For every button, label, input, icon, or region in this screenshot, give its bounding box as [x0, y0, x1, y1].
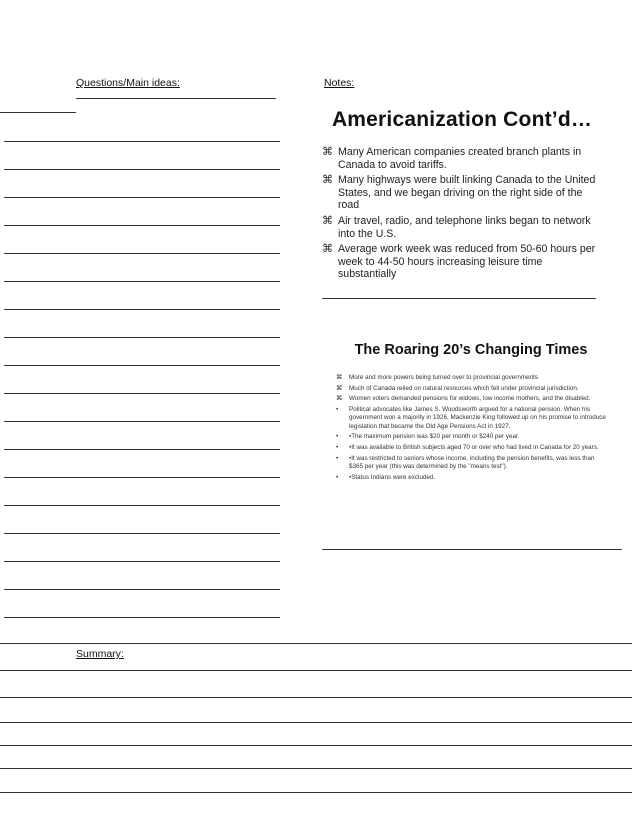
- bullet-dot-icon: •: [336, 454, 339, 462]
- notes-header: Notes:: [324, 77, 355, 89]
- question-line: [4, 421, 280, 422]
- question-line: [4, 169, 280, 170]
- slide-title: The Roaring 20’s Changing Times: [354, 342, 588, 358]
- slide-bullet: [336, 395, 606, 403]
- bullet-text: Political advocates like James S. Woodsworth argued for a national pension. When his government won a majority in 1926, Mackenzie King followed up on his promise to introduce legislation that became the Old Age Pensions Act in 1927.: [349, 406, 606, 430]
- slide-bullet: [322, 215, 602, 240]
- summary-header: Summary:: [76, 648, 124, 660]
- summary-line: [0, 792, 632, 793]
- summary-line: [0, 643, 632, 644]
- question-line: [4, 393, 280, 394]
- slide-bullet: [336, 433, 606, 441]
- question-line: [4, 505, 280, 506]
- question-line: [4, 141, 280, 142]
- bullet-text: •The maximum pension was $20 per month or $240 per year.: [349, 433, 520, 441]
- slide-bullet: [336, 385, 606, 393]
- question-line: [4, 225, 280, 226]
- bullet-text: Much of Canada relied on natural resources which fell under provincial jurisdiction.: [349, 384, 579, 392]
- slide-roaring-20s: [336, 342, 606, 484]
- bullet-dot-icon: •: [336, 406, 339, 414]
- slide-title: Americanization Cont’d…: [331, 108, 593, 131]
- question-line: [4, 561, 280, 562]
- question-line: [4, 533, 280, 534]
- slide-bullet: [336, 455, 606, 472]
- summary-line: [0, 697, 632, 698]
- bullet-text: Average work week was reduced from 50-60 hours per week to 44-50 hours increasing leisure time substantially: [338, 243, 596, 281]
- command-key-icon: ⌘: [336, 384, 343, 392]
- slide-bullet: [322, 146, 602, 171]
- bullet-text: Many American companies created branch plants in Canada to avoid tariffs.: [338, 146, 582, 171]
- question-line: [0, 112, 76, 113]
- command-key-icon: ⌘: [322, 174, 333, 187]
- bullet-dot-icon: •: [336, 473, 339, 481]
- question-line: [4, 253, 280, 254]
- question-line: [4, 197, 280, 198]
- slide-bullet-list: [322, 146, 602, 281]
- bullet-text: More and more powers being turned over to provincial governments: [349, 374, 539, 381]
- bullet-text: Many highways were built linking Canada to the United States, and we began driving on the right side of the road: [338, 174, 596, 212]
- slide-bullet: [336, 374, 606, 382]
- bullet-text: •It was available to British subjects aged 70 or over who had lived in Canada for 20 years.: [349, 444, 599, 452]
- slide1-underline: [322, 298, 596, 299]
- slide2-underline: [322, 549, 622, 550]
- command-key-icon: ⌘: [322, 214, 333, 227]
- command-key-icon: ⌘: [336, 395, 343, 403]
- slide-americanization: [322, 108, 602, 284]
- question-line: [4, 337, 280, 338]
- slide-bullet: [322, 243, 602, 281]
- bullet-text: •Status Indians were excluded.: [349, 473, 436, 481]
- question-line: [4, 365, 280, 366]
- question-line: [4, 617, 280, 618]
- bullet-dot-icon: •: [336, 433, 339, 441]
- question-line: [4, 449, 280, 450]
- questions-header: Questions/Main ideas:: [76, 77, 180, 89]
- slide-bullet: [322, 174, 602, 212]
- command-key-icon: ⌘: [322, 146, 333, 158]
- command-key-icon: ⌘: [322, 243, 333, 256]
- summary-line: [0, 768, 632, 769]
- question-line: [4, 309, 280, 310]
- bullet-text: Air travel, radio, and telephone links began to network into the U.S.: [338, 214, 591, 240]
- question-line: [4, 589, 280, 590]
- summary-line: [0, 745, 632, 746]
- bullet-dot-icon: •: [336, 444, 339, 452]
- bullet-text: Women voters demanded pensions for widows, low income mothers, and the disabled.: [349, 395, 591, 403]
- command-key-icon: ⌘: [336, 374, 343, 381]
- slide-bullet-list: [336, 374, 606, 482]
- slide-bullet: [336, 444, 606, 452]
- summary-line: [0, 722, 632, 723]
- slide-bullet: [336, 406, 606, 431]
- question-line: [4, 477, 280, 478]
- summary-line: [0, 670, 632, 671]
- slide-bullet: [336, 474, 606, 482]
- question-line: [4, 281, 280, 282]
- bullet-text: •It was restricted to seniors whose income, including the pension benefits, was less than $365 per year (this was determined by the "means test").: [349, 454, 595, 471]
- question-line: [76, 98, 276, 99]
